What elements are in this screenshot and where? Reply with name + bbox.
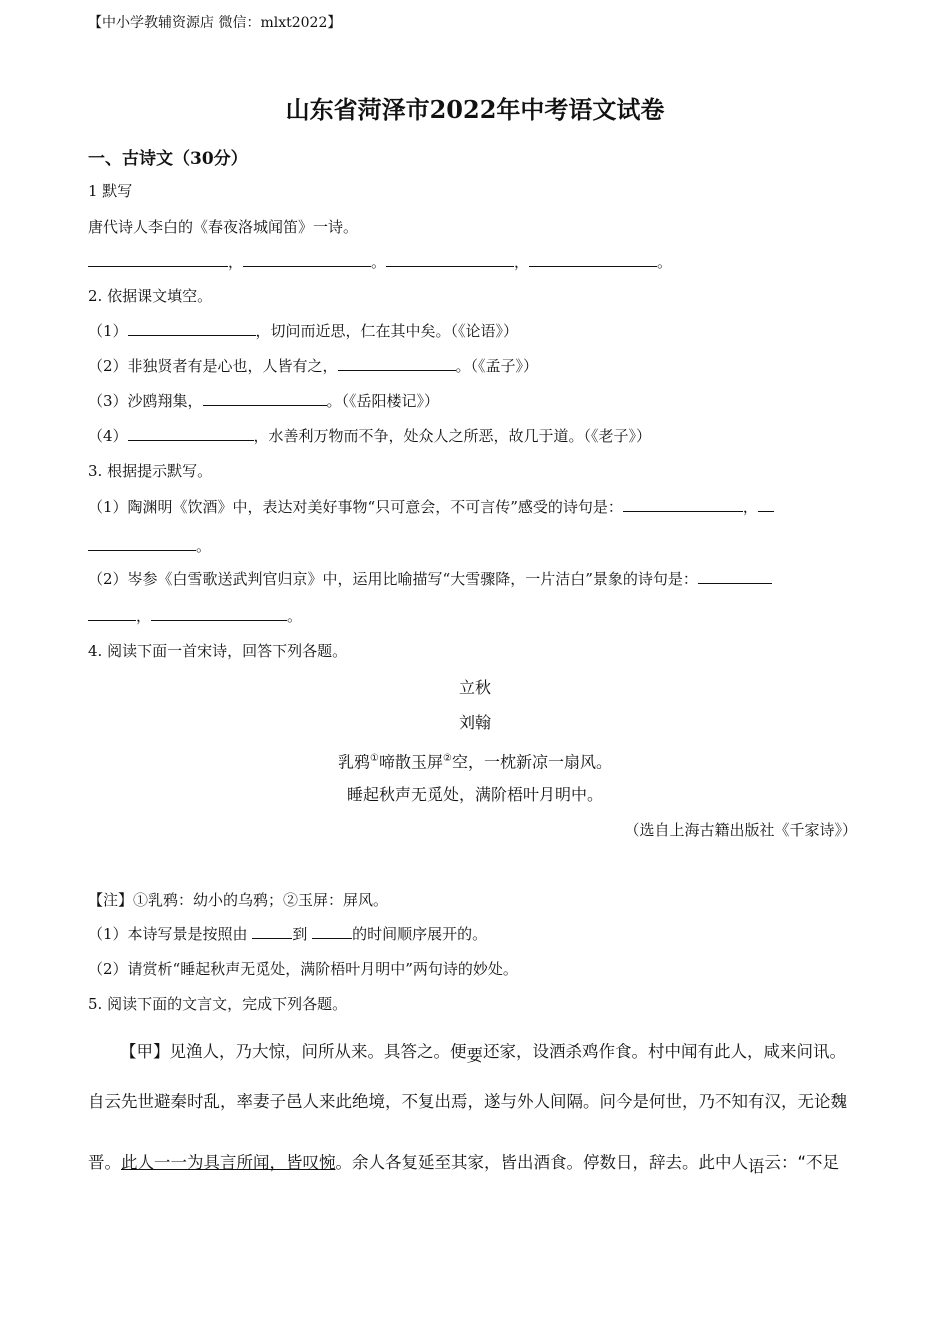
item-text: （2）非独贤者有是心也，人皆有之， (88, 357, 338, 375)
item-text: 。（《孟子》） (455, 357, 539, 375)
answer-blank[interactable] (128, 321, 256, 336)
passage-text: 语 (748, 1157, 765, 1176)
q3-item-1 (88, 497, 774, 517)
poem-title: 立秋 (458, 678, 491, 697)
poem-source: （选自上海古籍出版社《千家诗》） (624, 821, 857, 839)
footnote-mark: ① (370, 753, 379, 764)
punct: ， (136, 607, 152, 625)
q4-label: 4. 阅读下面一首宋诗，回答下列各题。 (88, 642, 348, 660)
answer-blank[interactable] (128, 426, 254, 441)
q2-item-1 (88, 321, 518, 341)
item-text: 的时间顺序展开的。 (352, 925, 488, 943)
answer-blank[interactable] (312, 924, 352, 939)
poem-text: 啼散玉屏 (378, 752, 443, 772)
poem-text: 空，一枕新凉一扇风。 (451, 752, 612, 772)
q3-item-2-cont (88, 606, 302, 626)
passage-text: 。余人各复延至其家，皆出酒食。停数日，辞去。此中人 (335, 1153, 748, 1172)
item-text: （1）陶渊明《饮酒》中，表达对美好事物“只可意会，不可言传”感受的诗句是： (88, 498, 623, 516)
answer-blank[interactable] (758, 497, 774, 512)
q3-label: 3. 根据提示默写。 (88, 462, 213, 480)
q4-sub-1 (88, 924, 487, 944)
q2-item-2 (88, 356, 538, 376)
passage-text: 【甲】见渔人，乃大惊，问所从来。具答之。便 (120, 1042, 467, 1061)
q3-item-2 (88, 569, 772, 589)
answer-blank[interactable] (88, 536, 196, 551)
answer-blank[interactable] (151, 606, 287, 621)
q2-item-3 (88, 391, 439, 411)
item-text: （4） (88, 427, 128, 445)
punct: ， (228, 253, 244, 271)
passage-line-2: 自云先世避秦时乱，率妻子邑人来此绝境，不复出焉，遂与外人间隔。问今是何世，乃不知有汉，无论魏 (88, 1092, 847, 1111)
answer-blank[interactable] (203, 391, 327, 406)
answer-blank[interactable] (698, 569, 772, 584)
answer-blank[interactable] (338, 356, 456, 371)
item-text: （2）岑参《白雪歌送武判官归京》中，运用比喻描写“大雪骤降，一片洁白”景象的诗句是： (88, 570, 698, 588)
footnote-mark: ② (443, 753, 452, 764)
poem-author: 刘翰 (458, 713, 491, 732)
poem-line-1 (0, 748, 950, 773)
punct: 。 (657, 253, 673, 271)
punct: 。 (371, 253, 387, 271)
answer-blank[interactable] (88, 606, 136, 621)
passage-text: 云：“不足 (764, 1153, 840, 1172)
q1-prompt: 唐代诗人李白的《春夜洛城闻笛》一诗。 (88, 218, 359, 236)
item-text: （1）本诗写景是按照由 (88, 925, 253, 943)
q1-blanks-line (88, 252, 672, 272)
passage-text: 晋。 (88, 1153, 121, 1172)
q2-label: 2. 依据课文填空。 (88, 287, 213, 305)
answer-blank[interactable] (243, 252, 371, 267)
underlined-sentence: 此人一一为具言所闻，皆叹惋 (121, 1153, 336, 1172)
shop-header: 【中小学教辅资源店 微信：mlxt2022】 (88, 15, 342, 31)
punct: ， (742, 498, 758, 516)
item-text: 。（《岳阳楼记》） (326, 392, 440, 410)
section-heading: 一、古诗文（30分） (88, 149, 248, 169)
answer-blank[interactable] (623, 497, 743, 512)
q3-item-1-cont (88, 536, 211, 556)
answer-blank[interactable] (529, 252, 657, 267)
item-text: ，水善利万物而不争，处众人之所恶，故几于道。（《老子》） (253, 427, 652, 445)
passage-line-1 (120, 1040, 846, 1064)
poem-note: 【注】①乳鸦：幼小的乌鸦；②玉屏：屏风。 (88, 891, 389, 909)
page-title: 山东省菏泽市2022年中考语文试卷 (285, 95, 665, 124)
poem-line-2: 睡起秋声无觅处，满阶梧叶月明中。 (346, 785, 603, 804)
item-text: 到 (292, 925, 313, 943)
poem-text: 乳鸦 (338, 752, 371, 772)
passage-text: 要 (466, 1046, 483, 1065)
answer-blank[interactable] (88, 252, 228, 267)
answer-blank[interactable] (252, 924, 292, 939)
q5-label: 5. 阅读下面的文言文，完成下列各题。 (88, 995, 348, 1013)
answer-blank[interactable] (386, 252, 514, 267)
item-text: （3）沙鸥翔集， (88, 392, 203, 410)
item-text: （1） (88, 322, 128, 340)
q1-label: 1 默写 (88, 182, 133, 200)
q2-item-4 (88, 426, 651, 446)
passage-text: 还家，设酒杀鸡作食。村中闻有此人，咸来问讯。 (483, 1042, 846, 1061)
passage-line-3 (88, 1151, 839, 1175)
punct: 。 (196, 537, 212, 555)
punct: ， (514, 253, 530, 271)
item-text: ，切问而近思，仁在其中矣。（《论语》） (255, 322, 519, 340)
punct: 。 (287, 607, 303, 625)
q4-sub-2: （2）请赏析“睡起秋声无觅处，满阶梧叶月明中”两句诗的妙处。 (88, 960, 518, 978)
